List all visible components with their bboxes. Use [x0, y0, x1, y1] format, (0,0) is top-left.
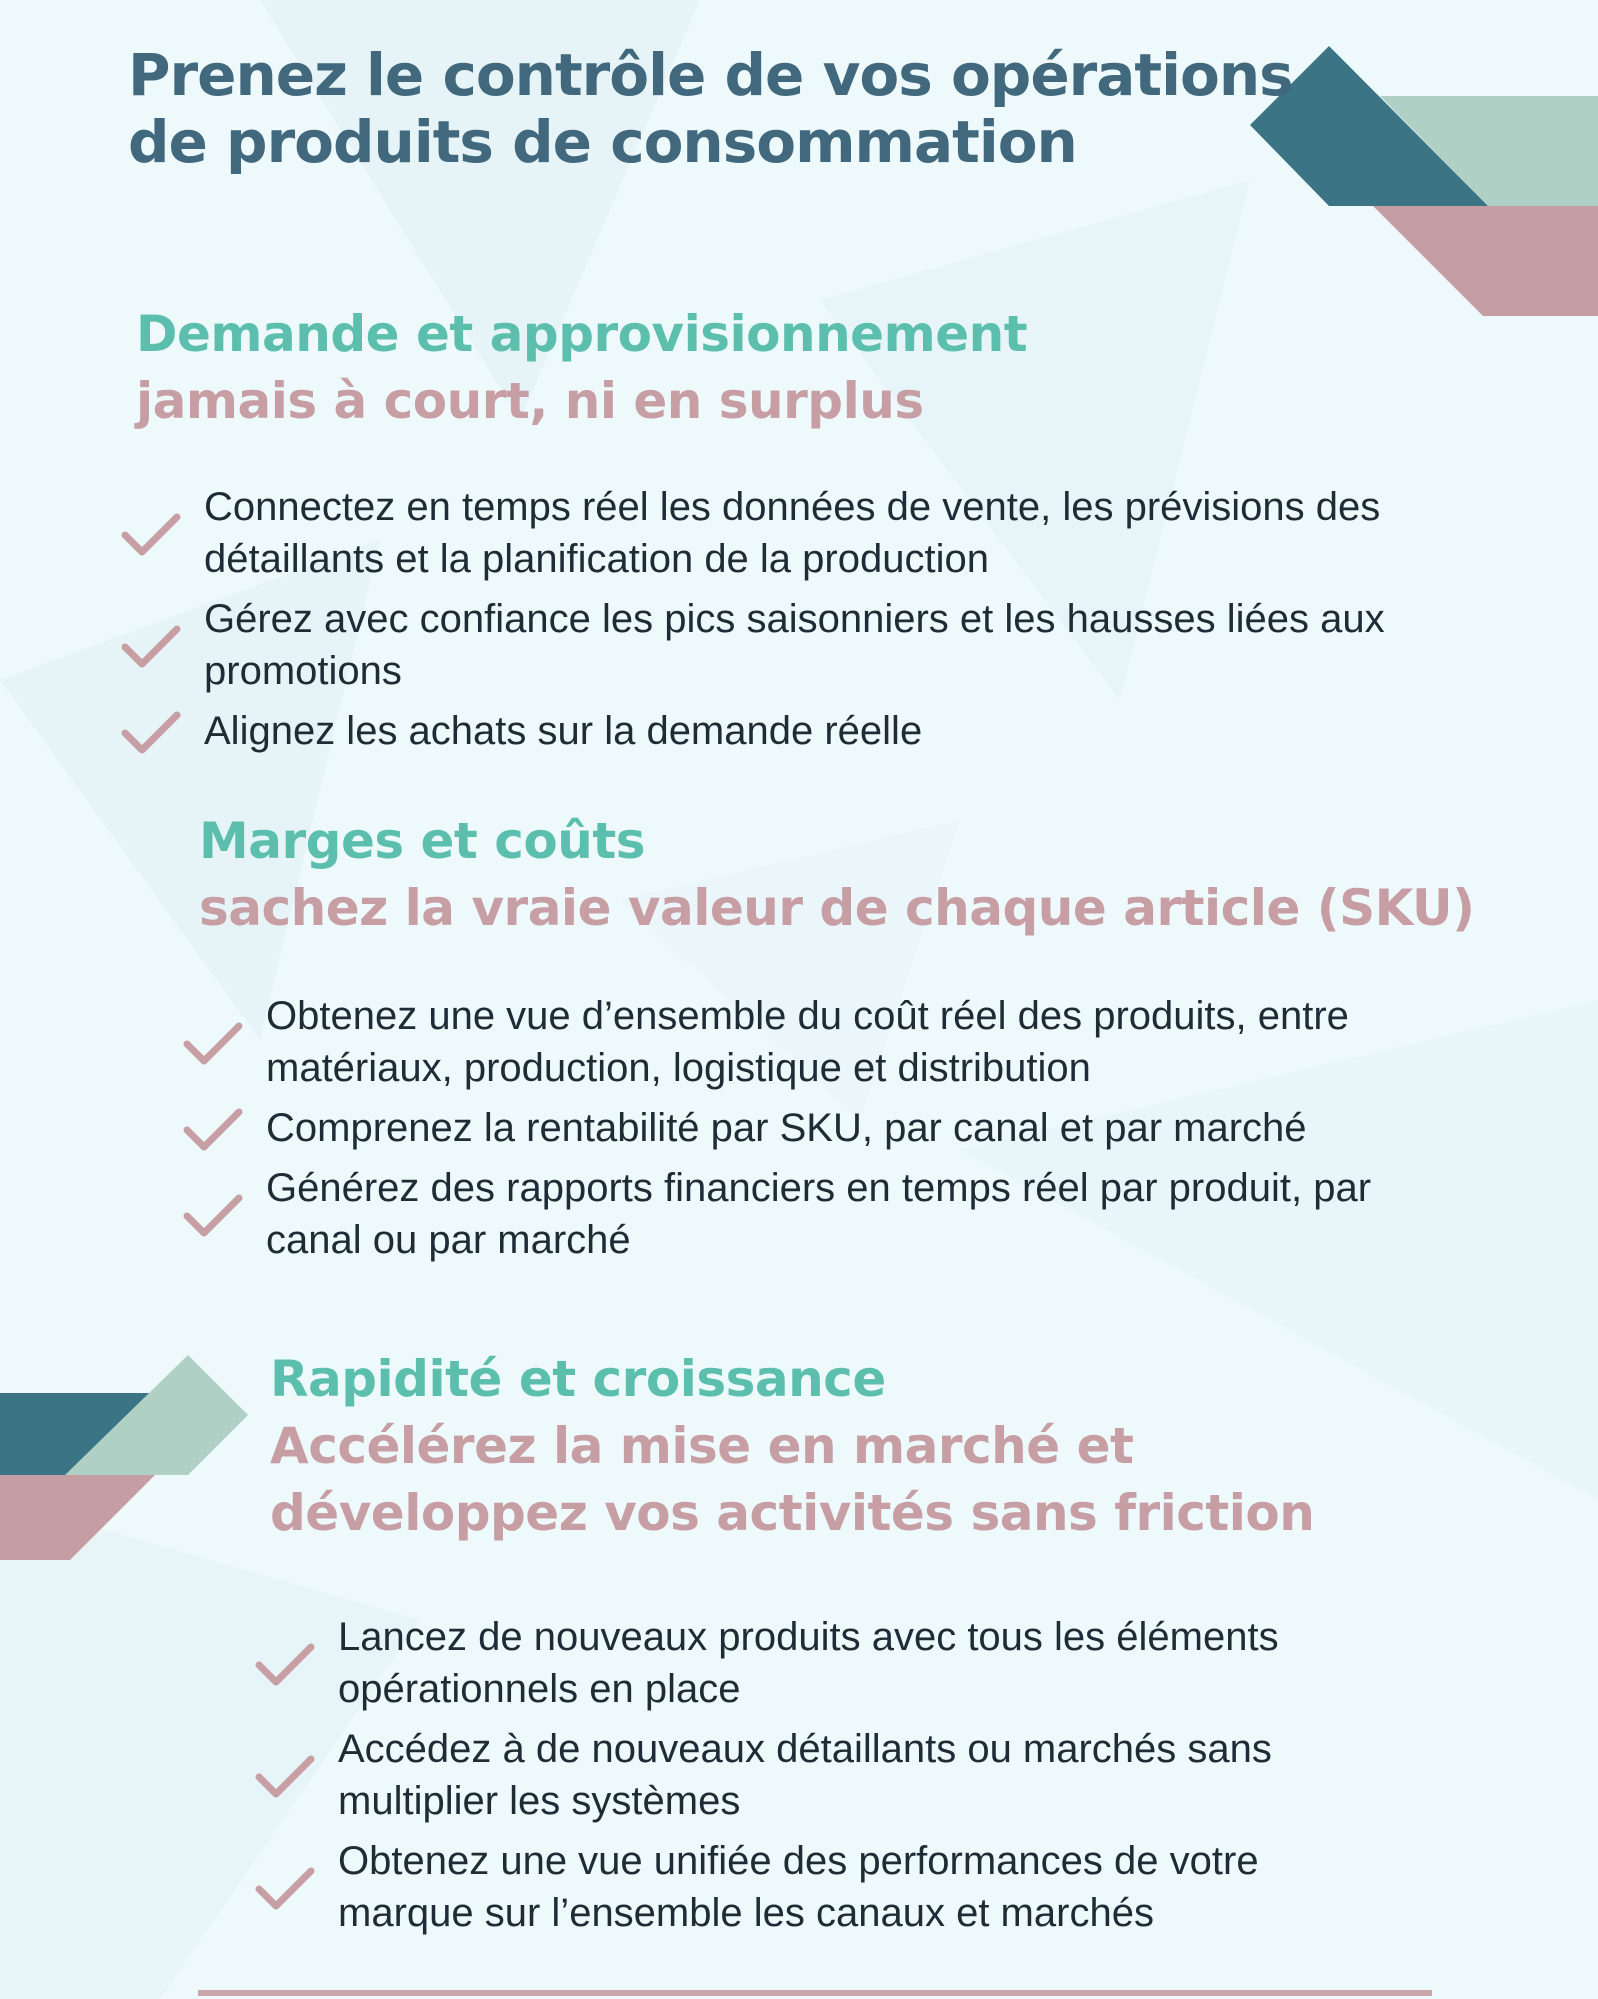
checkmark-icon	[254, 1641, 316, 1689]
corner-shape-top-right	[1250, 46, 1598, 316]
list-item-text: Alignez les achats sur la demande réelle	[204, 709, 923, 753]
list-item-text: Comprenez la rentabilité par SKU, par canal et par marché	[266, 1106, 1307, 1150]
corner-shape-left	[0, 1355, 250, 1565]
list-item-text: Gérez avec confiance les pics saisonniers et les hausses liées aux promotions	[204, 597, 1385, 693]
checkmark-icon	[182, 1020, 244, 1068]
page-title-line-1: Prenez le contrôle de vos opérations	[128, 41, 1293, 109]
section-title: Rapidité et croissance	[270, 1350, 886, 1408]
checkmark-icon	[182, 1192, 244, 1240]
page-title-line-2: de produits de consommation	[128, 108, 1077, 176]
section-heading	[199, 808, 1482, 942]
list-item-text: Connectez en temps réel les données de vente, les prévisions des détaillants et la planification de la production	[204, 485, 1381, 581]
list-item	[120, 481, 1420, 585]
checkmark-icon	[254, 1865, 316, 1913]
list-item	[254, 1835, 1354, 1939]
section-subtitle: jamais à court, ni en surplus	[136, 372, 924, 430]
list-item	[254, 1723, 1354, 1827]
checkmark-icon	[182, 1106, 244, 1154]
list-item	[120, 593, 1420, 697]
list-item-text: Générez des rapports financiers en temps réel par produit, par canal ou par marché	[266, 1166, 1372, 1262]
checkmark-icon	[120, 709, 182, 757]
list-item	[182, 1162, 1472, 1266]
section-title: Demande et approvisionnement	[136, 305, 1028, 363]
section-speed-growth	[254, 1346, 1504, 1947]
section-demand-supply	[120, 301, 1450, 765]
bottom-divider	[198, 1990, 1432, 1996]
list-item-text: Obtenez une vue d’ensemble du coût réel des produits, entre matériaux, production, logistique et distribution	[266, 994, 1349, 1090]
checkmark-icon	[120, 623, 182, 671]
checklist	[254, 1611, 1354, 1939]
list-item	[182, 990, 1472, 1094]
checklist	[182, 990, 1472, 1266]
section-margins-costs	[182, 808, 1482, 1274]
section-subtitle: Accélérez la mise en marché et développez vos activités sans friction	[270, 1417, 1315, 1542]
list-item	[120, 705, 1420, 757]
checkmark-icon	[254, 1753, 316, 1801]
list-item-text: Accédez à de nouveaux détaillants ou marchés sans multiplier les systèmes	[338, 1727, 1272, 1823]
list-item	[254, 1611, 1354, 1715]
section-title: Marges et coûts	[199, 812, 645, 870]
page-title	[128, 42, 1293, 176]
checkmark-icon	[120, 511, 182, 559]
section-subtitle: sachez la vraie valeur de chaque article (SKU)	[199, 879, 1475, 937]
list-item-text: Obtenez une vue unifiée des performances de votre marque sur l’ensemble les canaux et marchés	[338, 1839, 1259, 1935]
list-item-text: Lancez de nouveaux produits avec tous les éléments opérationnels en place	[338, 1615, 1279, 1711]
section-heading	[270, 1346, 1420, 1547]
section-heading	[136, 301, 1450, 435]
list-item	[182, 1102, 1472, 1154]
checklist	[120, 481, 1420, 757]
